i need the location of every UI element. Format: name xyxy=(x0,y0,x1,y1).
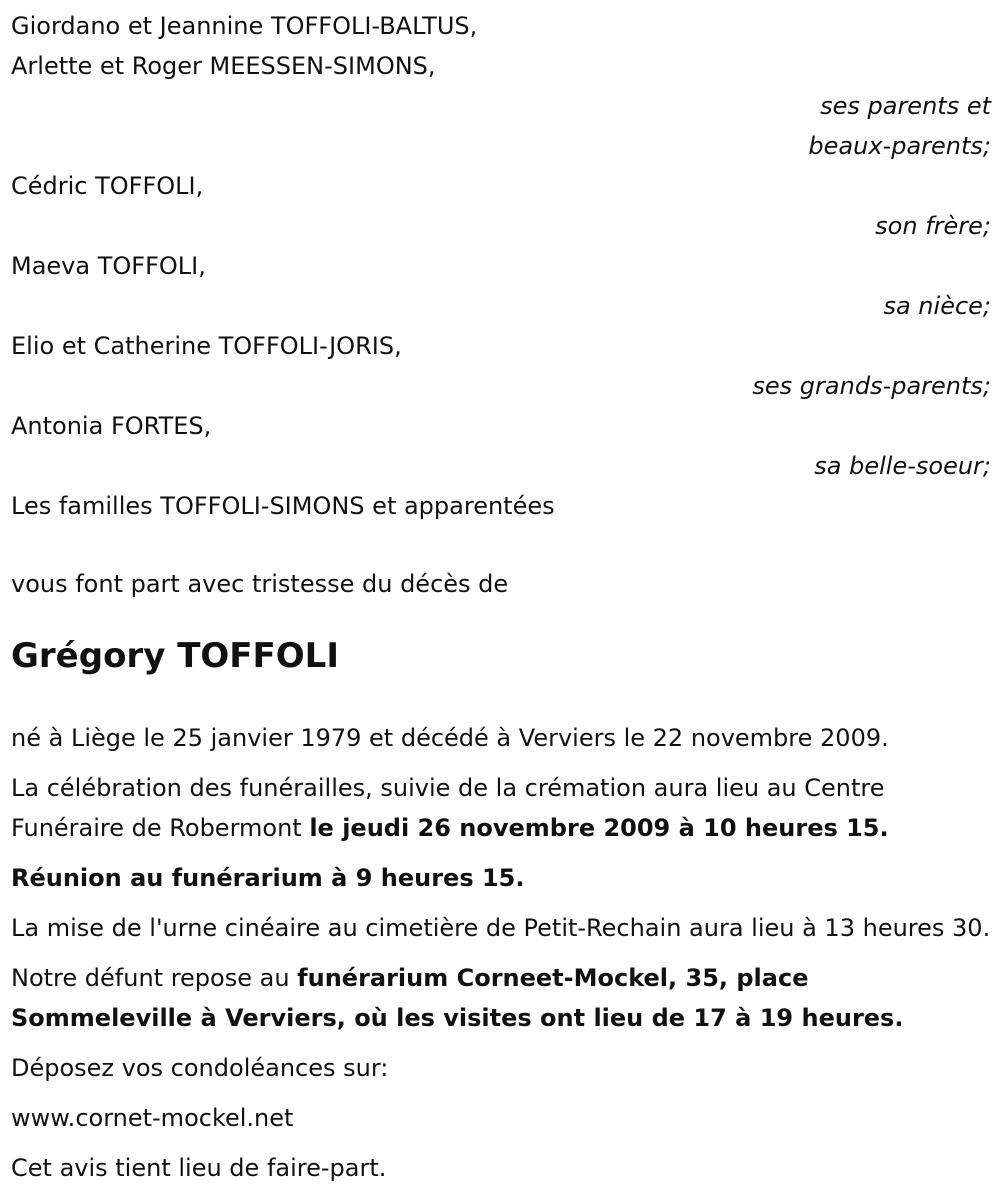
obituary-notice xyxy=(11,6,991,1198)
families-line: Les familles TOFFOLI-SIMONS et apparentées xyxy=(11,492,555,520)
sister-in-law-name: Antonia FORTES, xyxy=(11,412,212,440)
repose-text: Notre défunt repose au xyxy=(11,964,298,992)
website-link[interactable]: www.cornet-mockel.net xyxy=(11,1104,294,1132)
meeting-paragraph xyxy=(11,858,991,898)
birth-death-text: né à Liège le 25 janvier 1979 et décédé à Verviers le 22 novembre 2009. xyxy=(11,724,889,752)
ceremony-date: le jeudi 26 novembre 2009 à 10 heures 15. xyxy=(309,814,889,842)
ceremony-paragraph xyxy=(11,768,991,848)
parents-line-2: Arlette et Roger MEESSEN-SIMONS, xyxy=(11,52,436,80)
spacer xyxy=(11,680,991,718)
closing-text: Cet avis tient lieu de faire-part. xyxy=(11,1154,387,1182)
grandparents-role: ses grands-parents; xyxy=(752,372,991,400)
brother-name: Cédric TOFFOLI, xyxy=(11,172,204,200)
deceased-name: Grégory TOFFOLI xyxy=(11,636,339,676)
parents-role-line-1: ses parents et xyxy=(820,92,991,120)
urn-text: La mise de l'urne cinéaire au cimetière de Petit-Rechain aura lieu à 13 heures 30. xyxy=(11,914,991,942)
parents-line-1: Giordano et Jeannine TOFFOLI-BALTUS, xyxy=(11,12,478,40)
niece-role: sa nièce; xyxy=(883,292,991,320)
repose-paragraph xyxy=(11,958,991,1038)
repose-place: funérarium Corneet-Mockel, 35, place Sommeleville à Verviers, où les visites ont lieu de 17 à 19 heures. xyxy=(11,964,904,1032)
spacer xyxy=(11,604,991,626)
niece-name: Maeva TOFFOLI, xyxy=(11,252,206,280)
meeting-text: Réunion au funérarium à 9 heures 15. xyxy=(11,864,525,892)
parents-role-line-2: beaux-parents; xyxy=(808,132,991,160)
ceremony-text: La célébration des funérailles, suivie de la crémation aura lieu au Centre Funéraire de Robermont xyxy=(11,774,885,842)
condolences-label: Déposez vos condoléances sur: xyxy=(11,1054,389,1082)
brother-role: son frère; xyxy=(875,212,991,240)
announcement-text: vous font part avec tristesse du décès de xyxy=(11,570,509,598)
grandparents-name: Elio et Catherine TOFFOLI-JORIS, xyxy=(11,332,402,360)
sister-in-law-role: sa belle-soeur; xyxy=(814,452,991,480)
spacer xyxy=(11,526,991,564)
